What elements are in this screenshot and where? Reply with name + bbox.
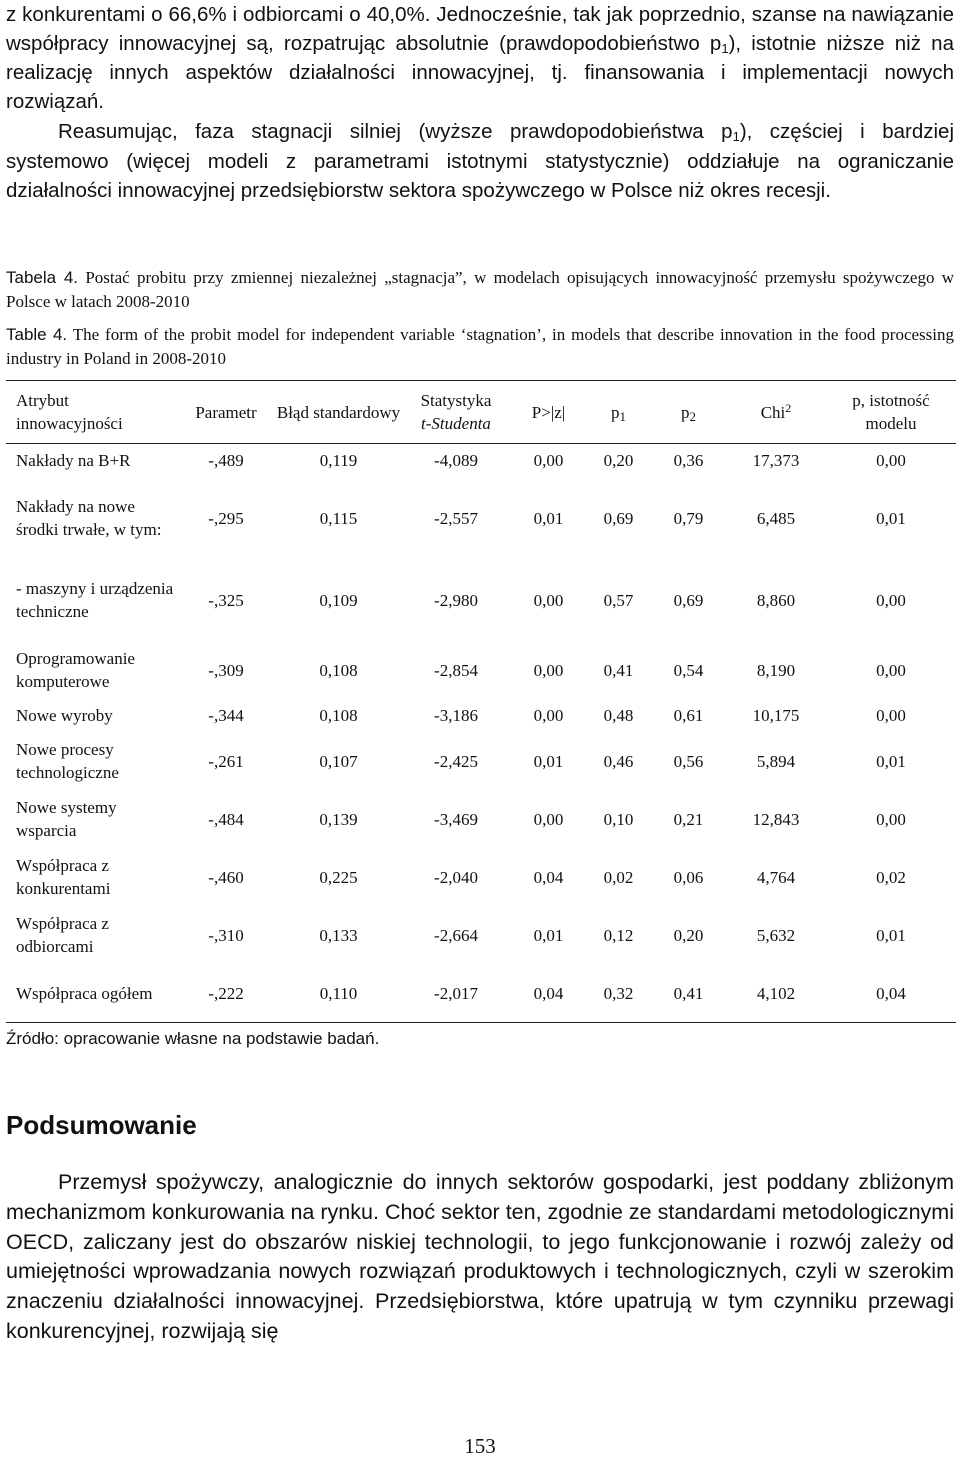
cell-chi-square: 5,894 xyxy=(756,751,796,771)
page-number: 153 xyxy=(464,1434,496,1458)
table-row xyxy=(6,964,956,1023)
table-row xyxy=(6,444,956,478)
cell-parameter: -,344 xyxy=(208,706,244,725)
summary-text-part2: ), częściej i bardziej systemowo (więcej modeli z parametrami istotnymi statystycznie) oddziałuje na ograniczanie działalności innowacyjnej przedsiębiorstw sektora spożywczego w Polsce niż okres recesji. xyxy=(6,120,954,202)
cell-parameter: -,489 xyxy=(208,451,244,470)
header-parameter: Parametr xyxy=(195,402,257,422)
table-row xyxy=(6,848,956,906)
cell-p-z: 0,01 xyxy=(533,751,564,771)
table-row xyxy=(6,790,956,848)
cell-significance: 0,02 xyxy=(876,867,906,887)
cell-p1: 0,32 xyxy=(603,983,634,1003)
cell-standard-error: 0,108 xyxy=(319,706,358,725)
cell-parameter: -,460 xyxy=(208,867,244,887)
cell-parameter: -,295 xyxy=(208,508,244,528)
table-row xyxy=(6,699,956,732)
cell-p-z: 0,00 xyxy=(533,590,564,610)
summary-subscript: 1 xyxy=(732,129,740,144)
cell-t-statistic: -3,469 xyxy=(434,809,478,829)
summary-text-part1: Reasumując, faza stagnacji silniej (wyższe prawdopodobieństwa p xyxy=(58,120,733,143)
cell-parameter: -,484 xyxy=(208,809,244,829)
cell-p2: 0,41 xyxy=(673,983,704,1003)
cell-p1: 0,46 xyxy=(603,751,634,771)
header-t-statistic-line2: t-Studenta xyxy=(421,414,491,433)
table-row xyxy=(6,559,956,641)
cell-chi-square: 8,860 xyxy=(756,590,796,610)
cell-chi-square: 8,190 xyxy=(756,660,796,680)
cell-p-z: 0,01 xyxy=(533,925,564,945)
header-chi-square xyxy=(726,381,826,444)
table-row xyxy=(6,641,956,699)
cell-attribute: Nowe procesy technologiczne xyxy=(16,740,119,782)
table-row xyxy=(6,477,956,559)
table-row xyxy=(6,732,956,790)
header-t-statistic-line1: Statystyka xyxy=(420,391,492,410)
cell-p1: 0,41 xyxy=(603,660,634,680)
cell-standard-error: 0,133 xyxy=(319,925,358,945)
cell-p1: 0,48 xyxy=(603,706,634,725)
header-chi-base: Chi xyxy=(760,402,786,422)
cell-parameter: -,261 xyxy=(208,751,244,771)
table-caption-polish xyxy=(6,266,954,314)
cell-parameter: -,309 xyxy=(208,660,244,680)
header-p1-base: p xyxy=(611,402,620,422)
summary-paragraph xyxy=(6,117,954,206)
intro-paragraph xyxy=(6,0,954,116)
cell-attribute: Współpraca z odbiorcami xyxy=(16,914,109,956)
table-row xyxy=(6,906,956,964)
cell-p1: 0,69 xyxy=(603,508,634,528)
cell-t-statistic: -2,854 xyxy=(434,660,478,680)
cell-p2: 0,56 xyxy=(673,751,704,771)
cell-significance: 0,00 xyxy=(876,706,906,725)
cell-p-z: 0,00 xyxy=(533,809,564,829)
header-attribute: Atrybut innowacyjności xyxy=(16,391,123,433)
cell-chi-square: 4,102 xyxy=(756,983,796,1003)
cell-chi-square: 10,175 xyxy=(752,706,800,725)
header-chi-sup: 2 xyxy=(785,400,792,415)
cell-p1: 0,57 xyxy=(603,590,634,610)
cell-attribute: Nakłady na nowe środki trwałe, w tym: xyxy=(16,497,162,539)
caption-pl-label: Tabela 4. xyxy=(6,268,79,287)
cell-chi-square: 17,373 xyxy=(752,451,800,470)
conclusion-paragraph: Przemysł spożywczy, analogicznie do innych sektorów gospodarki, jest poddany zbliżonym mechanizmom konkurowania na rynku. Choć sektor ten, zgodnie ze standardami metodologicznymi OECD, zaliczany jest do obszarów niskiej technologii, to jego funkcjonowanie i rozwój zależy od umiejętności wprowadzania nowych rozwiązań produktowych i technologicznych, czyli w szerokim znaczeniu działalności innowacyjnej. Przedsiębiorstwa, które upatrują w tym czynniku przewagi konkurencyjnej, rozwijają się xyxy=(6,1170,954,1343)
header-p1 xyxy=(586,381,651,444)
cell-t-statistic: -4,089 xyxy=(434,451,478,470)
caption-en-text: The form of the probit model for independent variable ‘stagnation’, in models that describe innovation in the food processing industry in Poland in 2008-2010 xyxy=(6,325,955,368)
cell-chi-square: 6,485 xyxy=(756,508,796,528)
cell-parameter: -,310 xyxy=(208,925,244,945)
cell-attribute: Współpraca ogółem xyxy=(16,983,153,1003)
header-model-significance: p, istotność modelu xyxy=(852,391,930,433)
cell-chi-square: 12,843 xyxy=(752,809,800,829)
header-p2-base: p xyxy=(681,402,690,422)
caption-en-label: Table 4. xyxy=(6,325,68,344)
cell-t-statistic: -2,017 xyxy=(434,983,478,1003)
cell-p-z: 0,04 xyxy=(533,983,564,1003)
cell-p2: 0,79 xyxy=(673,508,704,528)
cell-t-statistic: -2,980 xyxy=(434,590,478,610)
cell-p1: 0,12 xyxy=(603,925,634,945)
intro-text-part2: ), istotnie niższe niż na realizację innych aspektów działalności innowacyjnej, tj. finansowania i implementacji nowych rozwiązań. xyxy=(6,32,954,113)
cell-t-statistic: -2,425 xyxy=(434,751,478,771)
cell-significance: 0,00 xyxy=(876,660,906,680)
cell-standard-error: 0,225 xyxy=(319,867,358,887)
header-p2-sub: 2 xyxy=(689,408,696,424)
header-t-statistic xyxy=(401,381,511,444)
cell-significance: 0,00 xyxy=(876,590,906,610)
cell-attribute: Współpraca z konkurentami xyxy=(16,856,111,898)
cell-chi-square: 5,632 xyxy=(756,925,796,945)
cell-t-statistic: -3,186 xyxy=(434,706,478,725)
cell-significance: 0,00 xyxy=(876,809,906,829)
cell-p-z: 0,00 xyxy=(533,660,564,680)
cell-standard-error: 0,110 xyxy=(319,983,358,1003)
cell-standard-error: 0,115 xyxy=(319,508,358,528)
cell-p-z: 0,00 xyxy=(533,706,564,725)
table-body xyxy=(6,444,956,1023)
cell-p1: 0,20 xyxy=(603,451,634,470)
cell-parameter: -,222 xyxy=(208,983,244,1003)
cell-standard-error: 0,139 xyxy=(319,809,358,829)
header-p-z: P>|z| xyxy=(531,402,566,422)
cell-t-statistic: -2,040 xyxy=(434,867,478,887)
cell-p-z: 0,04 xyxy=(533,867,564,887)
cell-standard-error: 0,107 xyxy=(319,751,358,771)
header-standard-error: Błąd standardowy xyxy=(276,402,401,422)
cell-standard-error: 0,108 xyxy=(319,660,358,680)
cell-significance: 0,01 xyxy=(876,751,906,771)
cell-attribute: Nowe systemy wsparcia xyxy=(16,798,117,840)
cell-parameter: -,325 xyxy=(208,590,244,610)
cell-p2: 0,21 xyxy=(673,809,704,829)
cell-p2: 0,61 xyxy=(673,706,704,725)
cell-significance: 0,04 xyxy=(876,983,906,1003)
table-header-row xyxy=(6,381,956,444)
cell-p2: 0,54 xyxy=(673,660,704,680)
cell-p2: 0,20 xyxy=(673,925,704,945)
intro-text-part1: z konkurentami o 66,6% i odbiorcami o 40,0%. Jednocześnie, tak jak poprzednio, szanse na nawiązanie współpracy innowacyjnej są, rozpatrując absolutnie (prawdopodobieństwo p xyxy=(6,3,954,55)
cell-attribute: Nowe wyroby xyxy=(16,706,113,725)
cell-chi-square: 4,764 xyxy=(756,867,796,887)
table-caption-english xyxy=(6,323,954,371)
caption-pl-text: Postać probitu przy zmiennej niezależnej „stagnacja”, w modelach opisujących innowacyjność przemysłu spożywczego w Polsce w latach 2008-2010 xyxy=(6,268,955,311)
cell-p1: 0,02 xyxy=(603,867,634,887)
cell-p1: 0,10 xyxy=(603,809,634,829)
cell-p2: 0,36 xyxy=(673,451,704,470)
probit-results-table xyxy=(6,380,956,1023)
cell-significance: 0,00 xyxy=(876,451,906,470)
cell-t-statistic: -2,557 xyxy=(434,508,478,528)
cell-attribute: - maszyny i urządzenia techniczne xyxy=(16,579,174,621)
source-note: Źródło: opracowanie własne na podstawie badań. xyxy=(6,1029,380,1048)
cell-p2: 0,06 xyxy=(673,867,704,887)
cell-standard-error: 0,119 xyxy=(319,451,358,470)
cell-significance: 0,01 xyxy=(876,925,906,945)
section-heading: Podsumowanie xyxy=(6,1110,197,1140)
cell-significance: 0,01 xyxy=(876,508,906,528)
cell-attribute: Oprogramowanie komputerowe xyxy=(16,649,135,691)
cell-attribute: Nakłady na B+R xyxy=(16,451,131,470)
cell-p-z: 0,01 xyxy=(533,508,564,528)
header-p2 xyxy=(651,381,726,444)
intro-subscript: 1 xyxy=(721,41,729,56)
cell-p2: 0,69 xyxy=(673,590,704,610)
cell-standard-error: 0,109 xyxy=(319,590,358,610)
cell-p-z: 0,00 xyxy=(533,451,564,470)
header-p1-sub: 1 xyxy=(619,408,626,424)
cell-t-statistic: -2,664 xyxy=(434,925,478,945)
